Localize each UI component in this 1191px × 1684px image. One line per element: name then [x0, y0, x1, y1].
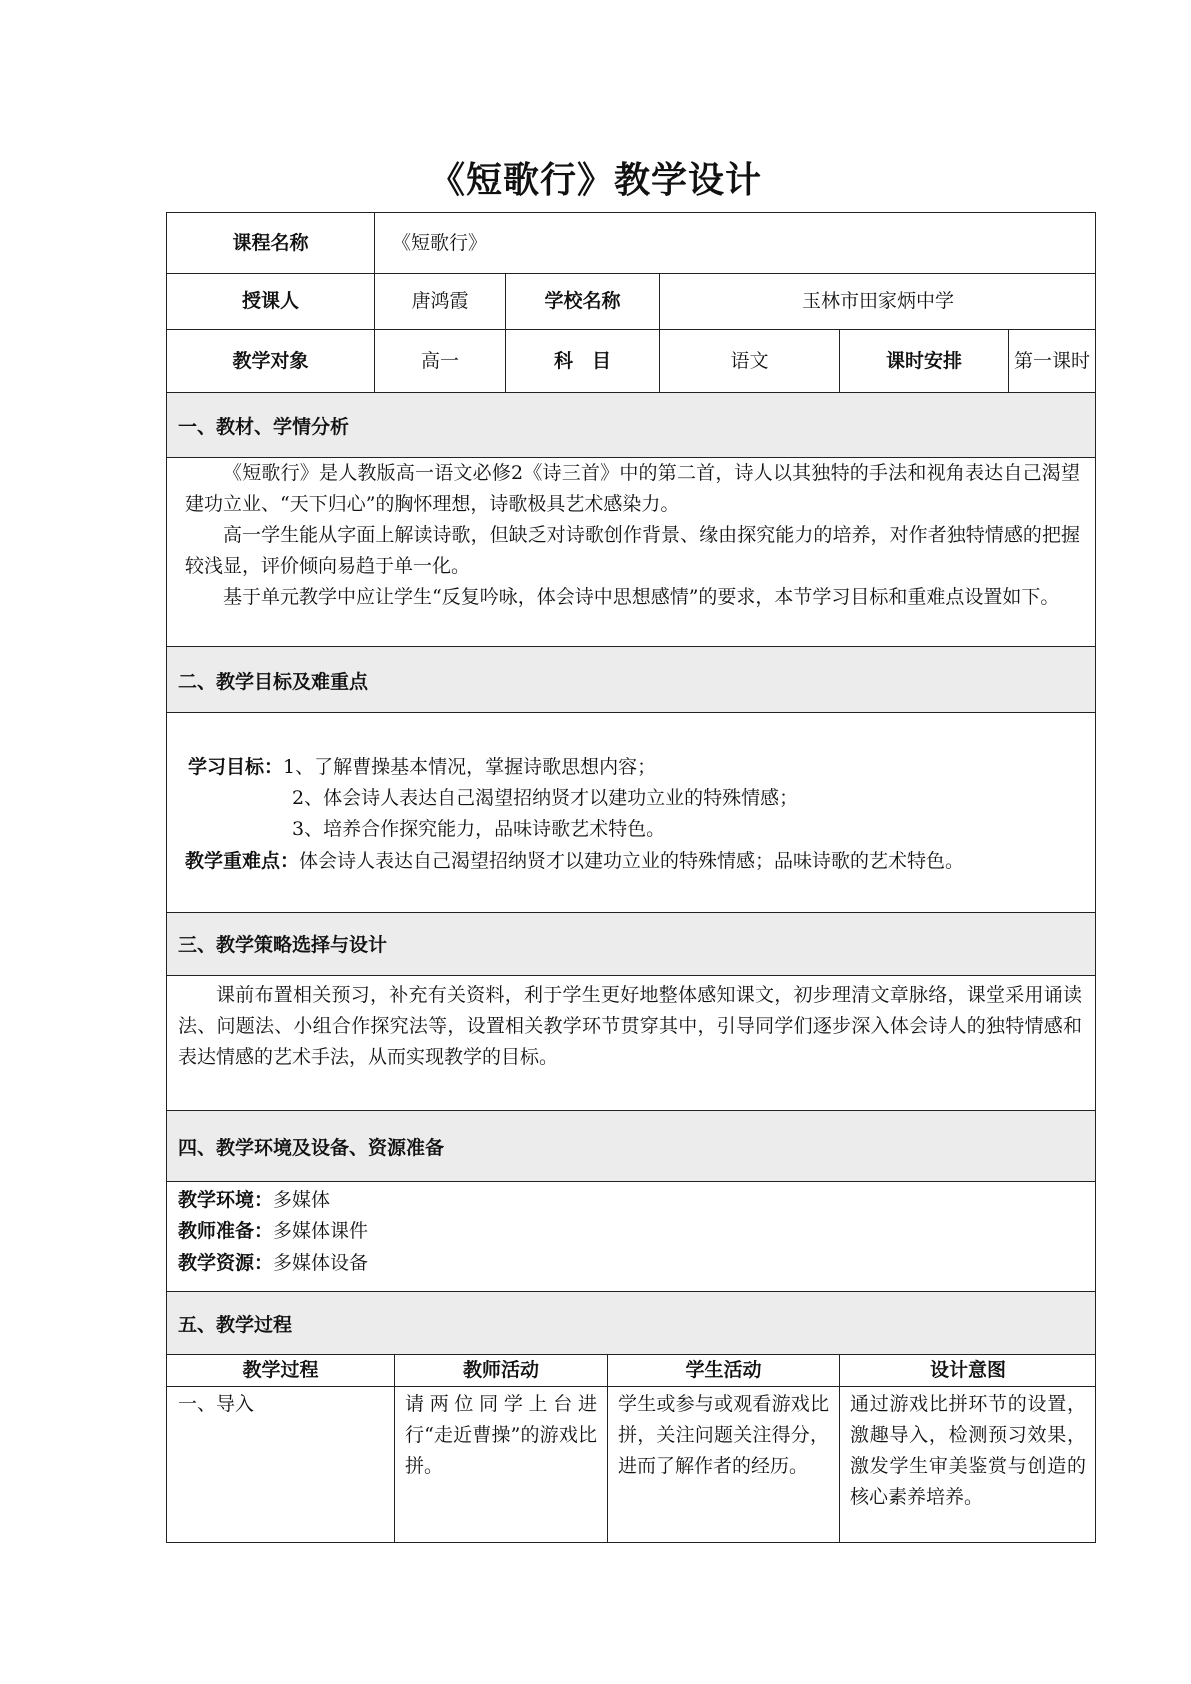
section5-heading: 五、教学过程 — [178, 1314, 293, 1336]
key-points-text: 体会诗人表达自己渴望招纳贤才以建功立业的特殊情感；品味诗歌的艺术特色。 — [299, 850, 965, 872]
key-points-label: 教学重难点： — [185, 850, 300, 872]
row-divider — [166, 1110, 1096, 1111]
section1-paragraph: 高一学生能从字面上解读诗歌，但缺乏对诗歌创作背景、缘由探究能力的培养，对作者独特情感的把握较浅显，评价倾向易趋于单一化。 — [185, 524, 1080, 577]
col-header-teacher: 教师活动 — [462, 1359, 539, 1382]
row-divider — [166, 912, 1096, 913]
section4-heading: 四、教学环境及设备、资源准备 — [178, 1137, 445, 1159]
section2-heading: 二、教学目标及难重点 — [178, 671, 369, 693]
res-label: 教学资源： — [178, 1252, 274, 1274]
goal-1: 1、了解曹操基本情况，掌握诗歌思想内容； — [283, 756, 657, 778]
teacher-value: 唐鸿霞 — [411, 290, 469, 313]
teacher-activity-cell: 请两位同学上台进行“走近曹操”的游戏比拼。 — [405, 1393, 597, 1477]
teacher-label: 授课人 — [241, 290, 299, 313]
prep-line — [178, 1216, 368, 1243]
course-label: 课程名称 — [232, 231, 309, 254]
res-value: 多媒体设备 — [273, 1252, 369, 1274]
env-label: 教学环境： — [178, 1189, 274, 1211]
schedule-label: 课时安排 — [885, 349, 962, 372]
env-value: 多媒体 — [273, 1189, 331, 1211]
row-divider — [166, 646, 1096, 647]
section1-body — [185, 458, 1080, 613]
school-label: 学校名称 — [544, 290, 621, 313]
section3-paragraph: 课前布置相关预习，补充有关资料，利于学生更好地整体感知课文，初步理清文章脉络，课堂采用诵读法、问题法、小组合作探究法等，设置相关教学环节贯穿其中，引导同学们逐步深入体会诗人的独特情感和表达情感的艺术手法，从而实现教学的目标。 — [178, 984, 1082, 1068]
section1-paragraph: 《短歌行》是人教版高一语文必修2《诗三首》中的第二首，诗人以其独特的手法和视角表达自己渴望建功立业、“天下归心”的胸怀理想，诗歌极具艺术感染力。 — [185, 462, 1080, 515]
section3-body — [178, 980, 1082, 1073]
school-value: 玉林市田家炳中学 — [801, 290, 954, 313]
key-points-line — [185, 846, 964, 873]
col-header-intent: 设计意图 — [929, 1359, 1006, 1382]
subject-label: 科 目 — [553, 349, 611, 372]
row-divider — [166, 392, 1096, 393]
target-value: 高一 — [420, 349, 459, 372]
goal-3: 3、培养合作探究能力，品味诗歌艺术特色。 — [292, 818, 666, 840]
env-line — [178, 1185, 330, 1212]
target-label: 教学对象 — [232, 349, 309, 372]
prep-value: 多媒体课件 — [273, 1220, 369, 1242]
row-divider — [166, 1181, 1096, 1182]
goals-line-1 — [188, 752, 656, 779]
section3-heading: 三、教学策略选择与设计 — [178, 934, 388, 956]
design-intent-cell: 通过游戏比拼环节的设置，激趣导入，检测预习效果，激发学生审美鉴赏与创造的核心素养培养。 — [850, 1393, 1086, 1508]
schedule-value: 第一课时 — [1014, 349, 1091, 372]
col-header-student: 学生活动 — [685, 1359, 762, 1382]
subject-value: 语文 — [730, 349, 769, 372]
page-title: 《短歌行》教学设计 — [428, 160, 762, 201]
student-activity-cell: 学生或参与或观看游戏比拼，关注问题关注得分，进而了解作者的经历。 — [618, 1393, 829, 1477]
col-divider — [1008, 329, 1009, 393]
row-divider — [166, 1291, 1096, 1292]
row-divider — [166, 1386, 1096, 1387]
goal-2: 2、体会诗人表达自己渴望招纳贤才以建功立业的特殊情感； — [292, 787, 799, 809]
row-divider — [166, 975, 1096, 976]
course-value: 《短歌行》 — [392, 231, 488, 254]
col-header-process: 教学过程 — [242, 1359, 319, 1382]
section1-heading: 一、教材、学情分析 — [178, 416, 350, 438]
row-divider — [166, 712, 1096, 713]
goals-label: 学习目标： — [188, 756, 284, 778]
res-line — [178, 1248, 368, 1275]
prep-label: 教师准备： — [178, 1220, 274, 1242]
section1-paragraph: 基于单元教学中应让学生“反复吟咏，体会诗中思想感情”的要求，本节学习目标和重难点设置如下。 — [223, 586, 1060, 608]
process-cell: 一、导入 — [178, 1393, 255, 1415]
